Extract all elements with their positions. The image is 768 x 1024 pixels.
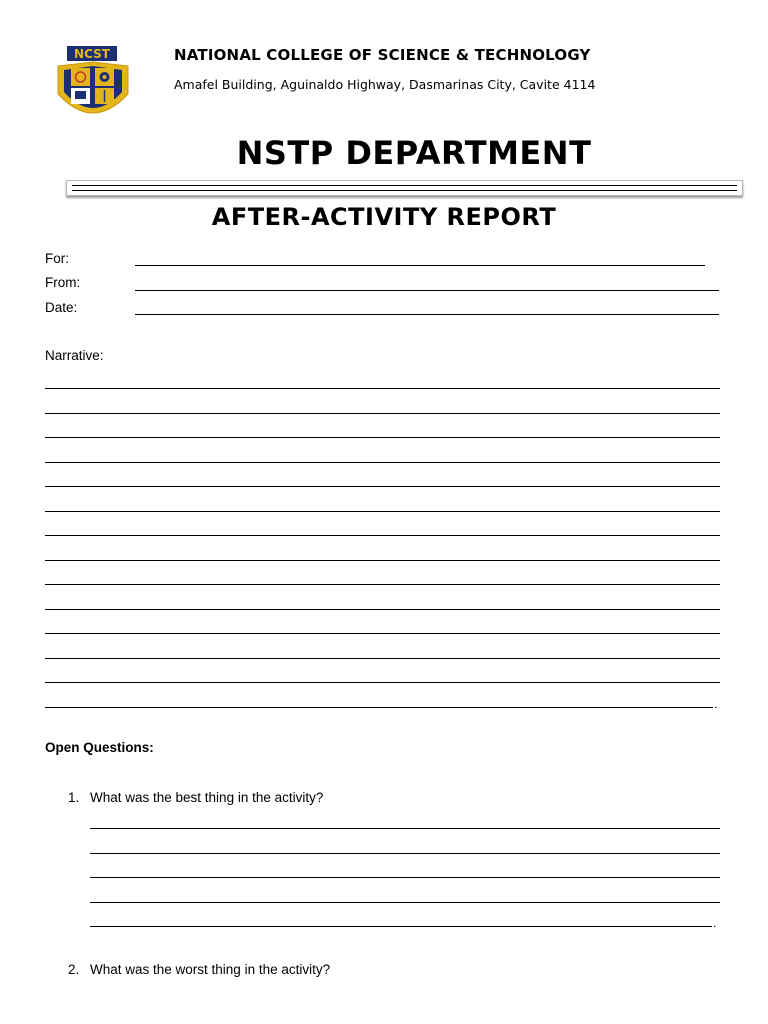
for-label: For: xyxy=(45,251,70,266)
question-1-answer-line[interactable] xyxy=(90,902,720,903)
date-label: Date: xyxy=(45,300,78,315)
question-1-answer-line[interactable] xyxy=(90,926,712,927)
narrative-line[interactable] xyxy=(45,707,713,708)
question-1-answer-line[interactable] xyxy=(90,877,720,878)
narrative-line[interactable] xyxy=(45,388,720,389)
narrative-line[interactable] xyxy=(45,682,720,683)
question-1-number: 1. xyxy=(68,790,80,805)
narrative-line[interactable] xyxy=(45,511,720,512)
narrative-line[interactable] xyxy=(45,633,720,634)
institution-address: Amafel Building, Aguinaldo Highway, Dasmarinas City, Cavite 4114 xyxy=(174,77,596,92)
for-field-line[interactable] xyxy=(135,265,705,266)
department-title: NSTP DEPARTMENT xyxy=(236,134,592,172)
header-divider xyxy=(66,180,743,196)
narrative-line[interactable] xyxy=(45,658,720,659)
question-1-answer-line[interactable] xyxy=(90,853,720,854)
narrative-line[interactable] xyxy=(45,462,720,463)
narrative-line[interactable] xyxy=(45,609,720,610)
narrative-line[interactable] xyxy=(45,413,720,414)
report-title: AFTER-ACTIVITY REPORT xyxy=(211,203,557,231)
narrative-label: Narrative: xyxy=(45,348,104,363)
ncst-logo xyxy=(54,44,132,124)
narrative-line[interactable] xyxy=(45,584,720,585)
from-field-line[interactable] xyxy=(135,290,719,291)
narrative-line[interactable] xyxy=(45,486,720,487)
question-1-text: What was the best thing in the activity? xyxy=(90,790,324,805)
open-questions-label: Open Questions: xyxy=(45,740,154,755)
narrative-line[interactable] xyxy=(45,437,720,438)
question-2-text: What was the worst thing in the activity? xyxy=(90,962,331,977)
narrative-line[interactable] xyxy=(45,560,720,561)
logo-text: NCST xyxy=(74,47,110,61)
question-2-number: 2. xyxy=(68,962,80,977)
narrative-line[interactable] xyxy=(45,535,720,536)
from-label: From: xyxy=(45,275,81,290)
date-field-line[interactable] xyxy=(135,314,719,315)
institution-name: NATIONAL COLLEGE OF SCIENCE & TECHNOLOGY xyxy=(174,46,591,64)
question-1-answer-line[interactable] xyxy=(90,828,720,829)
narrative-end-period: . xyxy=(714,696,718,711)
question-1-answer-end-period: . xyxy=(713,916,717,930)
